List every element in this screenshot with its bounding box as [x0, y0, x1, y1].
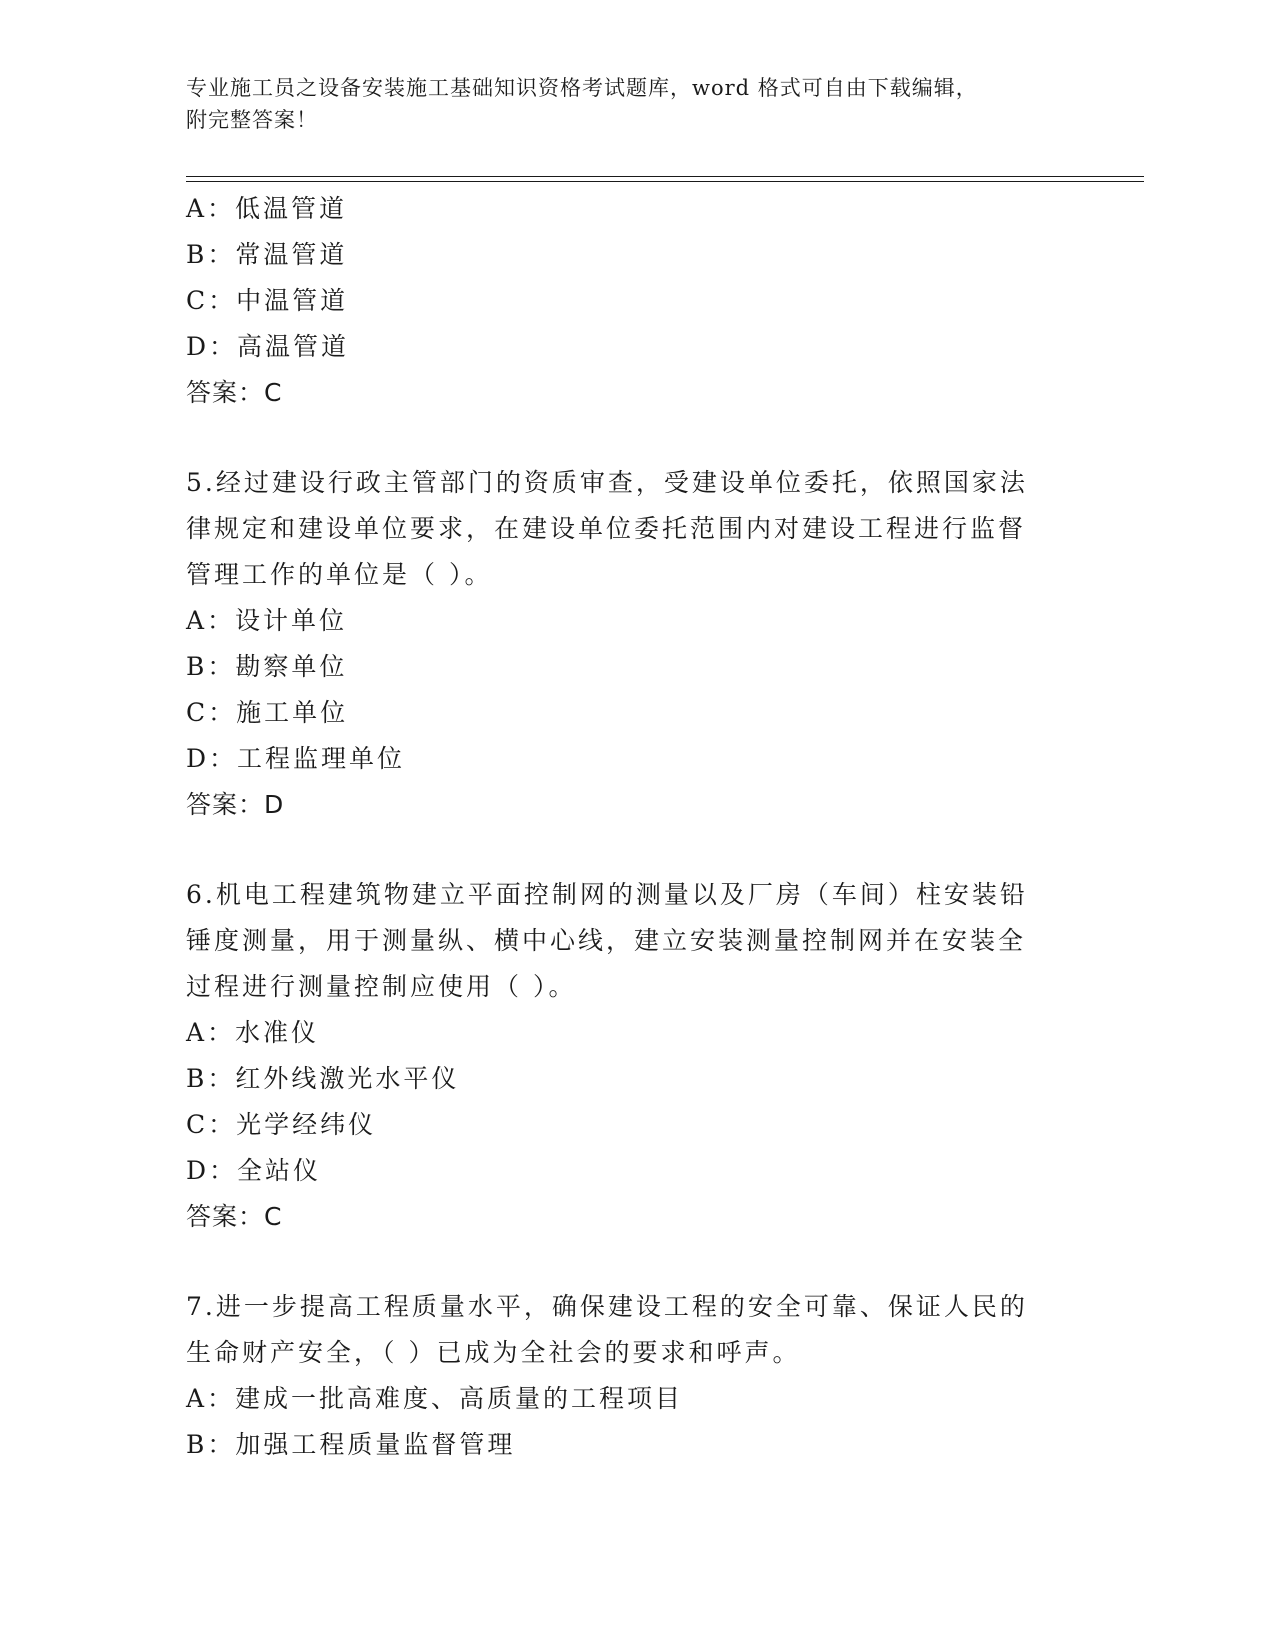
question-text-line: 过程进行测量控制应使用（ ）。	[186, 972, 577, 1001]
question-text-line: 锤度测量，用于测量纵、横中心线，建立安装测量控制网并在安装全	[186, 926, 1027, 955]
option-b: B：加强工程质量监督管理	[186, 1430, 516, 1459]
option-d: D：全站仪	[186, 1156, 322, 1185]
question-7-block	[186, 1284, 1086, 1468]
question-5-block	[186, 460, 1086, 828]
option-b: B：红外线激光水平仪	[186, 1064, 460, 1093]
block-gap	[186, 416, 1086, 460]
header-rule-bottom	[186, 181, 1144, 182]
block-gap	[186, 1240, 1086, 1284]
option-d: D：工程监理单位	[186, 744, 406, 773]
option-a: A：建成一批高难度、高质量的工程项目	[186, 1384, 684, 1413]
question-content	[186, 186, 1086, 1468]
question-6-block	[186, 872, 1086, 1240]
answer-line: 答案：D	[186, 790, 285, 819]
option-d: D：高温管道	[186, 332, 350, 361]
option-a: A：水准仪	[186, 1018, 320, 1047]
option-a: A：低温管道	[186, 194, 348, 223]
answer-line: 答案：C	[186, 378, 283, 407]
question-text-line: 7.进一步提高工程质量水平，确保建设工程的安全可靠、保证人民的	[186, 1292, 1028, 1321]
document-header	[186, 72, 1066, 136]
block-gap	[186, 828, 1086, 872]
question-text-line: 5.经过建设行政主管部门的资质审查，受建设单位委托，依照国家法	[186, 468, 1028, 497]
header-rule-top	[186, 176, 1144, 177]
option-b: B：勘察单位	[186, 652, 348, 681]
header-line-1: 专业施工员之设备安装施工基础知识资格考试题库，word 格式可自由下载编辑，	[186, 76, 978, 100]
option-c: C：中温管道	[186, 286, 349, 315]
question-text-line: 律规定和建设单位要求，在建设单位委托范围内对建设工程进行监督	[186, 514, 1027, 543]
header-line-2: 附完整答案！	[186, 108, 318, 132]
question-4-block	[186, 186, 1086, 416]
option-c: C：光学经纬仪	[186, 1110, 377, 1139]
question-text-line: 6.机电工程建筑物建立平面控制网的测量以及厂房（车间）柱安装铅	[186, 880, 1028, 909]
question-text-line: 生命财产安全，（ ）已成为全社会的要求和呼声。	[186, 1338, 801, 1367]
option-c: C：施工单位	[186, 698, 349, 727]
answer-line: 答案：C	[186, 1202, 283, 1231]
option-b: B：常温管道	[186, 240, 348, 269]
option-a: A：设计单位	[186, 606, 348, 635]
question-text-line: 管理工作的单位是（ ）。	[186, 560, 493, 589]
